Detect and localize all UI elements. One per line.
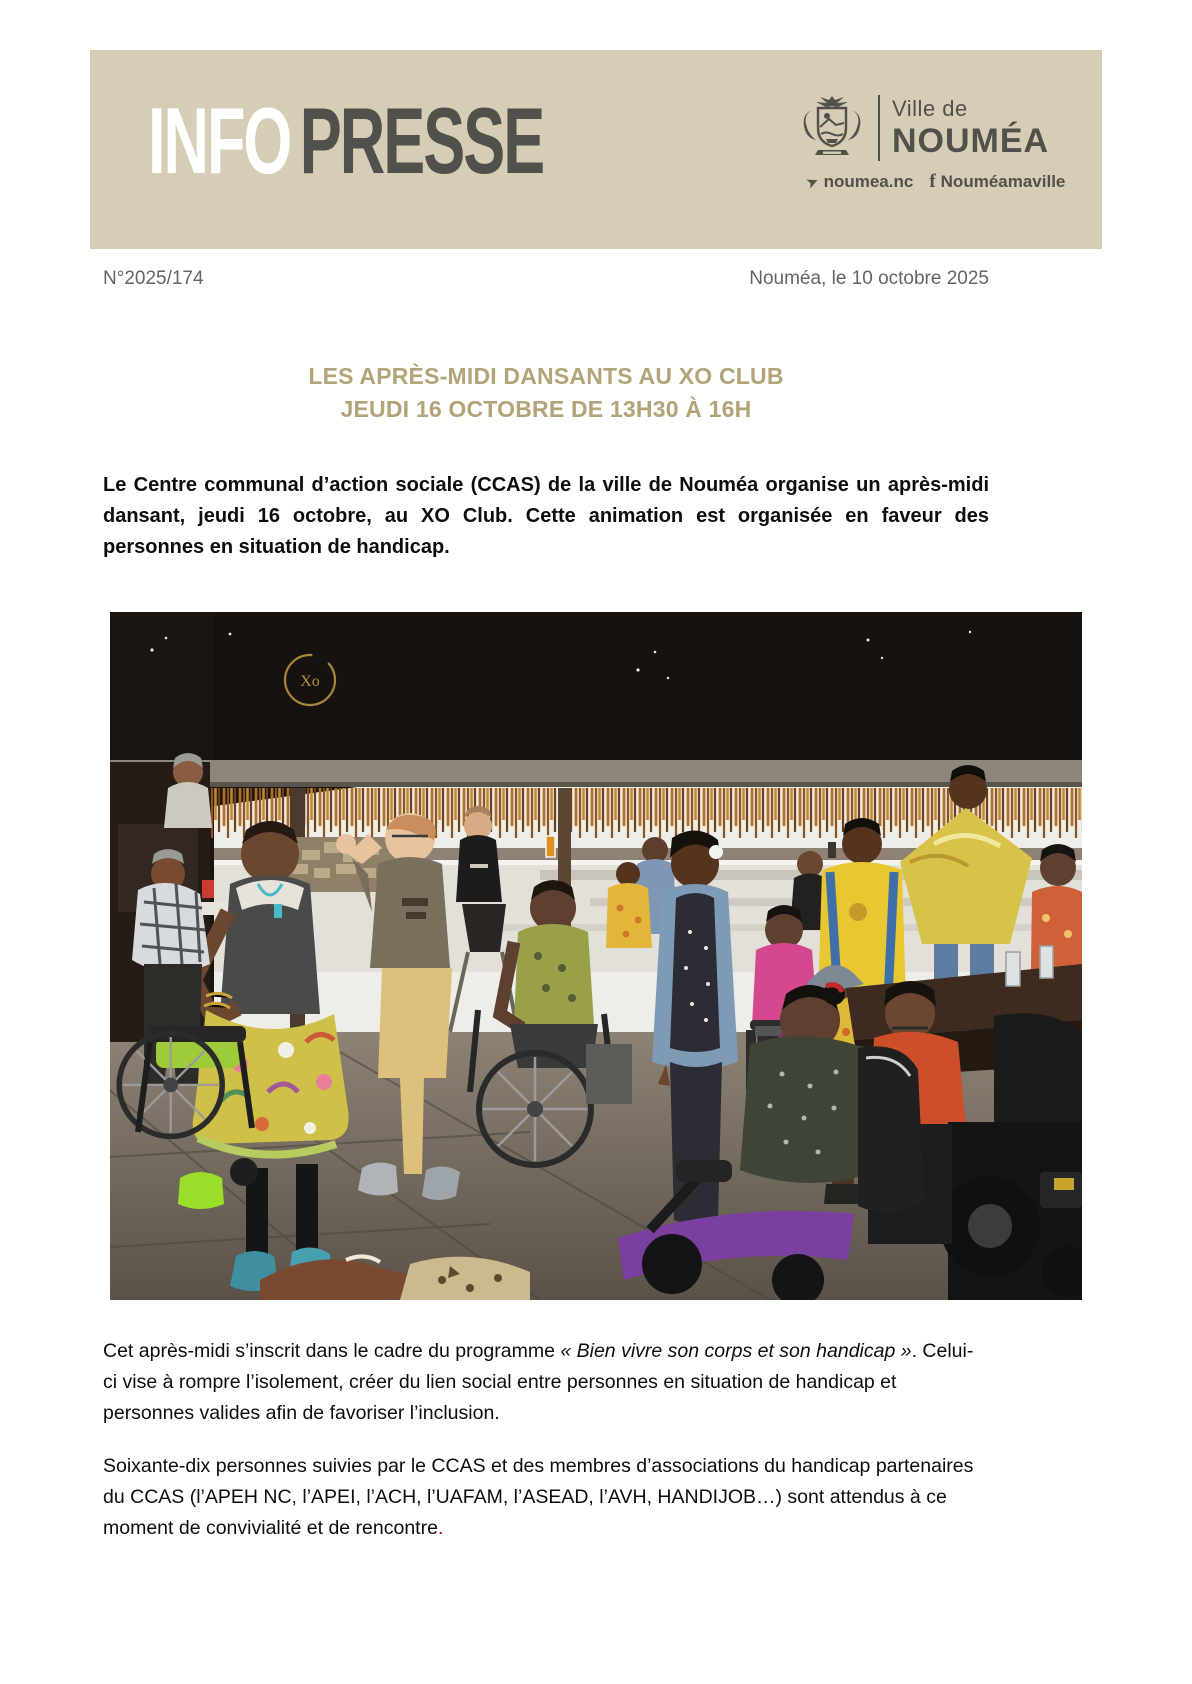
- facebook-handle: Nouméamaville: [940, 172, 1066, 191]
- para1-text: Cet après-midi s’inscrit dans le cadre du programme: [103, 1340, 561, 1362]
- dateline: Nouméa, le 10 octobre 2025: [749, 268, 989, 289]
- para2-text: Soixante-dix personnes suivies par le CCAS et des membres d’associations du handicap partenaires du CCAS (l’APEH NC, l’APEI, l’ACH, l’UAFAM, l’ASEAD, l’AVH, HANDIJOB…) sont attendus à ce moment de convivialité et de rencontre: [103, 1455, 974, 1539]
- infopresse-logo-info: INFO: [148, 88, 291, 193]
- website-arrow-icon: ➤: [803, 172, 822, 193]
- city-social-row: [803, 171, 1096, 193]
- infopresse-logo-presse: PRESSE: [299, 88, 544, 193]
- para1-program-name: « Bien vivre son corps et son handicap »: [560, 1340, 912, 1362]
- press-title: [103, 360, 989, 426]
- city-name-line2: NOUMÉA: [892, 122, 1050, 160]
- press-title-line1: LES APRÈS-MIDI DANSANTS AU XO CLUB: [308, 363, 784, 389]
- city-name: [892, 98, 1049, 158]
- reference-number: N°2025/174: [103, 268, 204, 289]
- city-name-line1: Ville de: [892, 96, 968, 121]
- press-title-line2: JEUDI 16 OCTOBRE DE 13H30 À 16H: [340, 396, 752, 422]
- event-photo-illustration: [110, 612, 1082, 1300]
- svg-text:X‎o: X‎o: [300, 673, 320, 690]
- website-url: noumea.nc: [823, 172, 914, 191]
- infopresse-logo: [148, 88, 544, 193]
- city-logo: [796, 94, 1096, 193]
- facebook-icon: f: [929, 171, 936, 192]
- event-photo: [110, 612, 1082, 1300]
- para1-rest: Celui-ci vise à rompre l’isolement, créer du lien social entre personnes en situation de handicap et personnes valides afin de favoriser l’inclusion.: [103, 1340, 974, 1424]
- city-logo-top: [796, 94, 1096, 162]
- lead-paragraph: Le Centre communal d’action sociale (CCAS) de la ville de Nouméa organise un après-midi dansant, jeudi 16 octobre, au XO Club. Cette animation est organisée en faveur des personnes en situation de handicap.: [103, 474, 989, 558]
- body-paragraph-2: [103, 1451, 983, 1544]
- body-paragraph-1: [103, 1336, 983, 1429]
- city-logo-divider: [878, 95, 880, 161]
- meta-row: [103, 268, 989, 290]
- para2-red-period: .: [437, 1517, 444, 1539]
- header-band: [90, 50, 1102, 249]
- city-crest-icon: [796, 94, 868, 162]
- para1-period: .: [911, 1340, 917, 1362]
